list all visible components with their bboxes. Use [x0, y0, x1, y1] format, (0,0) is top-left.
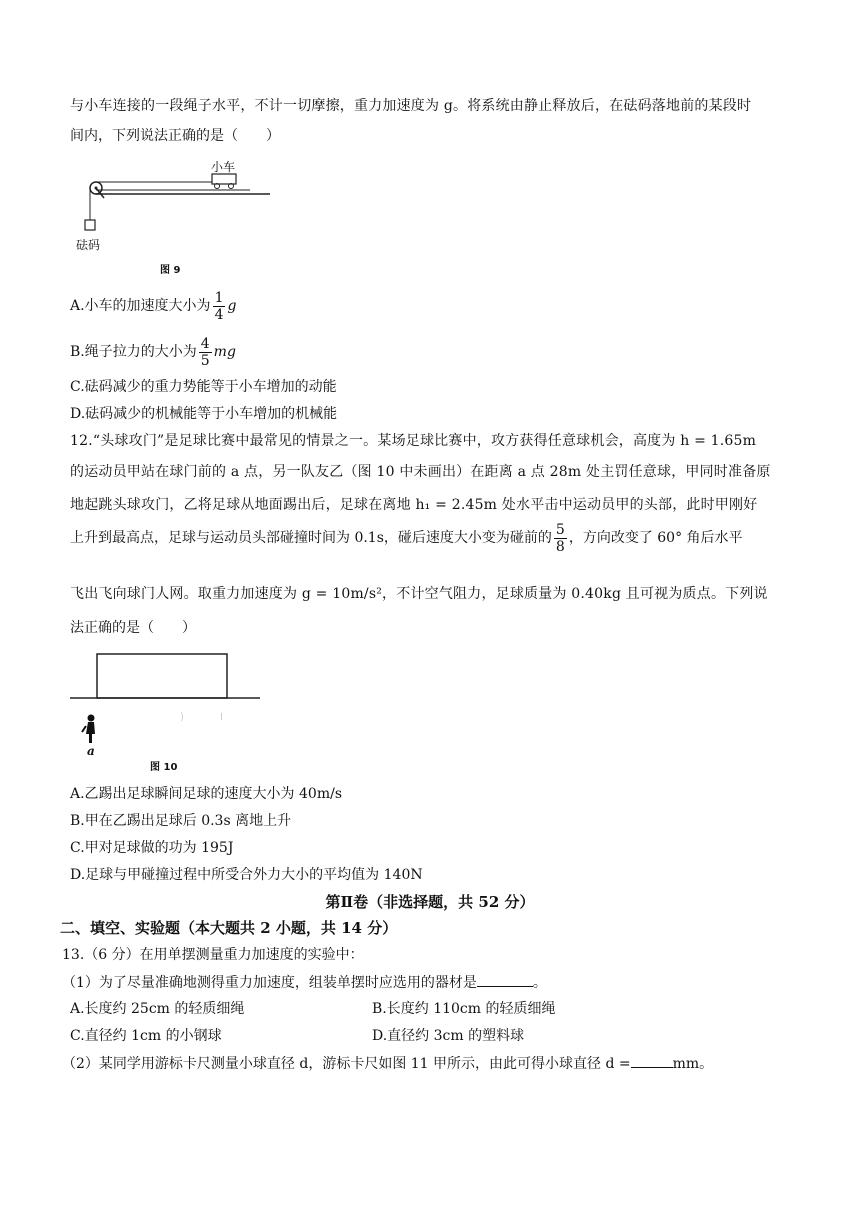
q11-option-a-prefix: A.小车的加速度大小为: [70, 298, 211, 314]
fraction-numerator: 1: [214, 289, 224, 306]
section-2-heading: 二、填空、实验题（本大题共 2 小题，共 14 分）: [60, 919, 398, 937]
q11-option-d: D.砝码减少的机械能等于小车增加的机械能: [70, 406, 338, 422]
q11-intro-line2: 间内，下列说法正确的是（ ）: [70, 128, 280, 144]
svg-text:I: I: [220, 712, 223, 723]
figure-9-pulley-cart: [80, 160, 280, 255]
fraction-denominator: 5: [200, 352, 210, 369]
answer-blank[interactable]: [477, 972, 533, 987]
q11-intro-line1: 与小车连接的一段绳子水平，不计一切摩擦，重力加速度为 g。将系统由静止释放后，在砝码落地前的某段时: [70, 98, 752, 114]
q12-option-d: D.足球与甲碰撞过程中所受合外力大小的平均值为 140N: [70, 867, 423, 883]
q13-option-d: D.直径约 3cm 的塑料球: [372, 1028, 525, 1044]
svg-text:): ): [180, 712, 184, 723]
q13-option-a: A.长度约 25cm 的轻质细绳: [70, 1001, 245, 1017]
point-a-label: a: [87, 744, 95, 758]
q11-option-b-prefix: B.绳子拉力的大小为: [70, 344, 197, 360]
fraction-numerator: 5: [555, 521, 565, 538]
figure-10-caption: 图 10: [150, 762, 178, 773]
q12-line2: 的运动员甲站在球门前的 a 点，另一队友乙（图 10 中未画出）在距离 a 点 28m 处主罚任意球，甲同时准备原: [70, 464, 771, 480]
q12-line4-prefix: 上升到最高点，足球与运动员头部碰撞时间为 0.1s，碰后速度大小变为碰前的: [70, 530, 552, 546]
q13-part1: [62, 972, 547, 993]
q11-option-b-suffix: mg: [213, 344, 236, 360]
figure-9-caption: 图 9: [160, 265, 181, 276]
fraction-denominator: 8: [555, 538, 565, 555]
q11-option-a: [70, 288, 236, 324]
q12-option-c: C.甲对足球做的功为 195J: [70, 840, 234, 856]
q12-line4: [70, 520, 743, 556]
q13-part1-end: 。: [532, 975, 547, 991]
q13-intro: 13.（6 分）在用单摆测量重力加速度的实验中：: [62, 947, 364, 963]
q11-option-a-suffix: g: [227, 298, 237, 314]
figure-10-goal-diagram: [70, 650, 270, 750]
fraction-denominator: 4: [214, 306, 224, 323]
q12-line5: 飞出飞向球门人网。取重力加速度为 g = 10m/s²，不计空气阻力，足球质量为 0.40kg 且可视为质点。下列说: [70, 586, 768, 602]
answer-blank[interactable]: [631, 1053, 673, 1068]
q13-part1-text: （1）为了尽量准确地测得重力加速度，组装单摆时应选用的器材是: [62, 975, 477, 991]
cart-label: 小车: [211, 160, 236, 174]
q12-option-a: A.乙踢出足球瞬间足球的速度大小为 40m/s: [70, 786, 343, 802]
q12-line6: 法正确的是（ ）: [70, 620, 196, 636]
q12-option-b: B.甲在乙踢出足球后 0.3s 离地上升: [70, 813, 292, 829]
q11-option-b: [70, 334, 236, 370]
q12-line4-suffix: ，方向改变了 60° 角后水平: [568, 530, 743, 546]
weight-label: 砝码: [76, 238, 101, 252]
q13-option-b: B.长度约 110cm 的轻质细绳: [372, 1001, 556, 1017]
q13-part2-text: （2）某同学用游标卡尺测量小球直径 d，游标卡尺如图 11 甲所示，由此可得小球直径 d =: [62, 1056, 631, 1072]
q12-line1: 12.“头球攻门”是足球比赛中最常见的情景之一。某场足球比赛中，攻方获得任意球机会，高度为 h = 1.65m: [70, 433, 757, 449]
q13-option-c: C.直径约 1cm 的小钢球: [70, 1028, 222, 1044]
q11-option-c: C.砝码减少的重力势能等于小车增加的动能: [70, 379, 337, 395]
q12-line3: 地起跳头球攻门，乙将足球从地面踢出后，足球在离地 h₁ = 2.45m 处水平击中运动员甲的头部，此时甲刚好: [70, 497, 758, 513]
fraction: [199, 336, 212, 369]
fraction: [213, 290, 226, 323]
q13-part2: [62, 1053, 713, 1074]
fraction-numerator: 4: [200, 335, 210, 352]
fraction: [554, 522, 567, 555]
section-2-title: 第Ⅱ卷（非选择题，共 52 分）: [325, 893, 535, 911]
q13-part2-end: mm。: [672, 1056, 714, 1072]
